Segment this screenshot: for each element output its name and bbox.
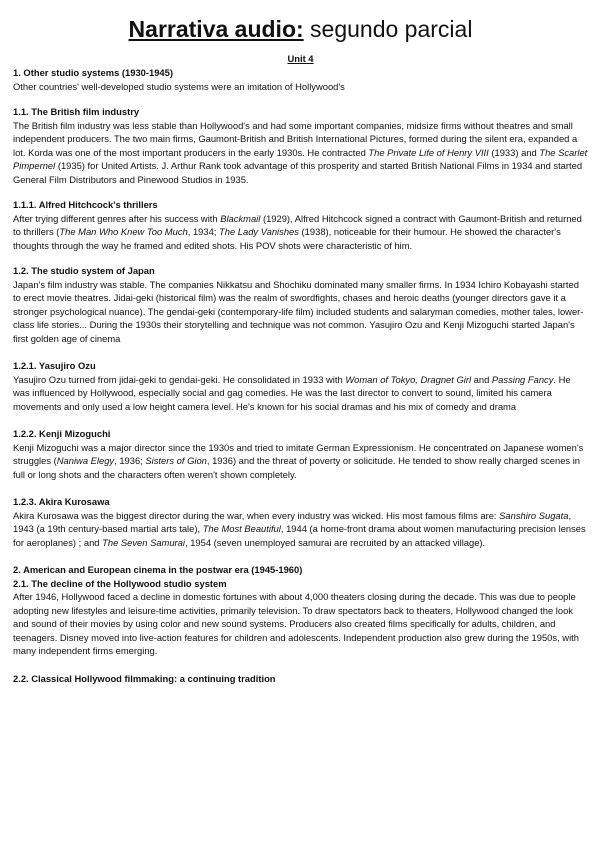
paragraph: The British film industry was less stable than Hollywood's and had some important companies, midsize firms without theatres and small independent producers. The two main firms, Gaumont-British and British International Pictures, formed during the silent era, expanded a lot. Korda was one of the most important producers in the early 1930s. He contracted The Private Life of Henry VIII (1933) and The Scarlet Pimpernel (1935) for United Artists. J. Arthur Rank took advantage of this prosperity and started British National Films in 1934 and started General Film Distributors and Pinewood Studios in 1935.: [13, 119, 588, 185]
section-heading: 2.1. The decline of the Hollywood studio system: [13, 577, 227, 589]
title-rest: segundo parcial: [303, 16, 473, 42]
section-heading: 2.2. Classical Hollywood filmmaking: a continuing tradition: [13, 672, 276, 684]
page-title: [13, 14, 588, 44]
paragraph: Akira Kurosawa was the biggest director during the war, when every industry was wicked. His most famous films are: Sanshiro Sugata, 1943 (a 19th century-based martial arts tale), The Most Beautiful, 1944 (a home-front drama about women manufacturing precision lenses for aeroplanes) ; and The Seven Samurai, 1954 (seven unemployed samurai are recruited by an attacked village).: [13, 509, 586, 548]
section-heading: 1. Other studio systems (1930-1945): [13, 67, 173, 78]
section-heading: 2. American and European cinema in the postwar era (1945-1960): [13, 564, 303, 575]
section-heading: 1.2. The studio system of Japan: [13, 265, 155, 276]
section-heading: 1.2.2. Kenji Mizoguchi: [13, 428, 111, 439]
unit-label: Unit 4: [287, 53, 314, 64]
paragraph: Kenji Mizoguchi was a major director since the 1930s and tried to imitate German Expressionism. He concentrated on Japanese women's struggles (Naniwa Elegy, 1936; Sisters of Gion, 1936) and the threat of poverty or solicitude. He tended to show really charged scenes in full or long shots and the characters often weren't shown completely.: [13, 441, 584, 480]
paragraph: Yasujiro Ozu turned from jidai-geki to gendai-geki. He consolidated in 1933 with Woman of Tokyo, Dragnet Girl and Passing Fancy. He was influenced by Hollywood, especially social and gag comedies. He was the last director to convert to sound, limited his camera movements and only used a low height camera level. He's known for his social dramas and his mix of comedy and drama: [13, 373, 571, 412]
section-heading: 1.2.1. Yasujiro Ozu: [13, 360, 96, 371]
paragraph: Other countries' well-developed studio systems were an imitation of Hollywood's: [13, 80, 345, 92]
section-heading: 1.2.3. Akira Kurosawa: [13, 496, 110, 507]
document-page: [13, 14, 588, 685]
paragraph: After 1946, Hollywood faced a decline in domestic fortunes with about 4,000 theaters closing during the decade. This was due to people adopting new lifestyles and leisure-time activities, primarily television. To draw spectators back to theaters, Hollywood changed the look and sound of their movies by using color and new sound systems. Producers also created films specifically for adults, children, and teenagers. Disney moved into live-action features for children and adolescents. Independent production also grew during the 1950s, with many independent firms emerging.: [13, 591, 579, 656]
paragraph: After trying different genres after his success with Blackmail (1929), Alfred Hitchcock signed a contract with Gaumont-British and returned to thrillers (The Man Who Knew Too Much, 1934; The Lady Vanishes (1938), noticeable for their humour. He showed the character's thoughts through the way he framed and edited shots. His POV shots were characteristic of him.: [13, 212, 582, 251]
paragraph: Japan's film industry was stable. The companies Nikkatsu and Shochiku dominated many smaller firms. In 1934 Ichiro Kobayashi started to erect movie theatres. Jidai-geki (historical film) was the realm of swordfights, chases and heroic deaths (younger directors gave it a stronger psychological nuance). The gendai-geki (contemporary-life film) included students and salaryman comedies, mother tales, lower-class life stories... During the 1930s their storytelling and technique was not common. Yasujiro Ozu and Kenji Mizoguchi started Japan's first golden age of cinema: [13, 278, 584, 344]
title-underlined: Narrativa audio:: [128, 16, 304, 42]
section-heading: 1.1.1. Alfred Hitchcock's thrillers: [13, 199, 158, 210]
section-heading: 1.1. The British film industry: [13, 106, 140, 117]
